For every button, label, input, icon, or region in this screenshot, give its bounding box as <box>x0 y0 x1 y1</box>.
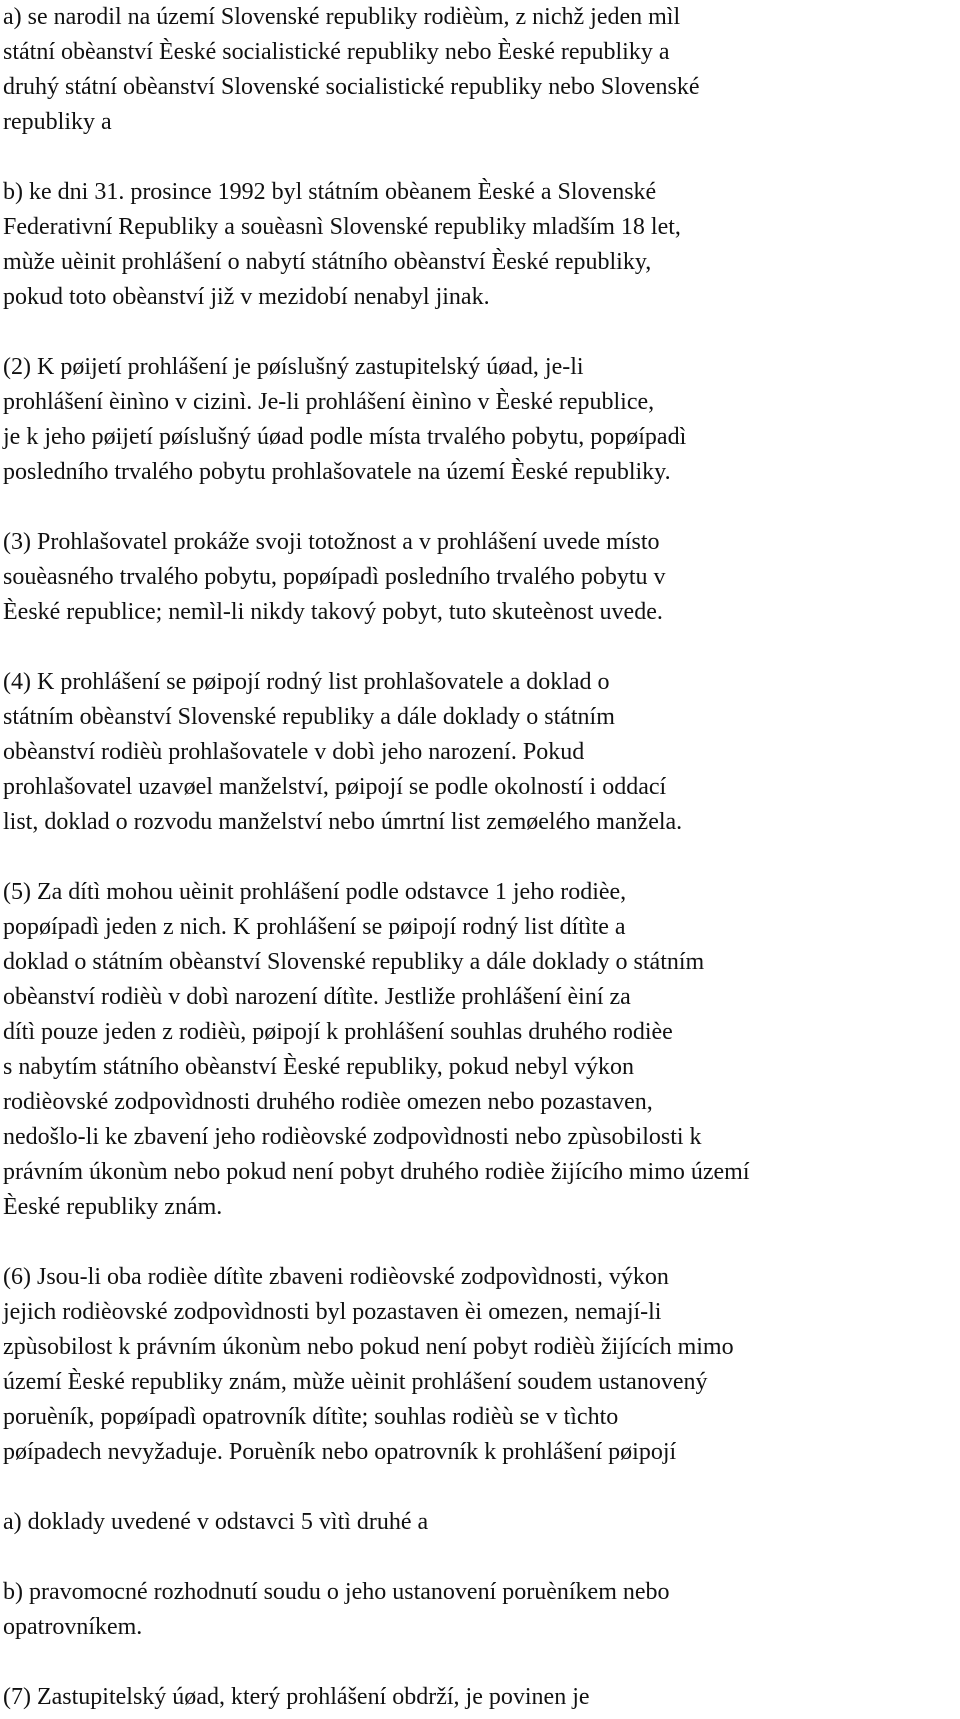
text-line: státním obèanství Slovenské republiky a dále doklady o státním <box>3 704 615 730</box>
paragraph-gap <box>3 315 920 350</box>
text-line: posledního trvalého pobytu prohlašovatele na území Èeské republiky. <box>3 459 671 485</box>
paragraph <box>3 1505 920 1540</box>
text-line: mùže uèinit prohlášení o nabytí státního obèanství Èeské republiky, <box>3 249 652 275</box>
text-line: jejich rodièovské zodpovìdnosti byl pozastaven èi omezen, nemají-li <box>3 1299 662 1325</box>
paragraph <box>3 875 920 1225</box>
text-line: (7) Zastupitelský úøad, který prohlášení obdrží, je povinen je <box>3 1684 590 1710</box>
paragraph-gap <box>3 1470 920 1505</box>
text-line: souèasného trvalého pobytu, popøípadì posledního trvalého pobytu v <box>3 564 666 590</box>
paragraph <box>3 175 920 315</box>
text-line: obèanství rodièù v dobì narození dítìte. Jestliže prohlášení èiní za <box>3 984 631 1010</box>
text-line: (3) Prohlašovatel prokáže svoji totožnost a v prohlášení uvede místo <box>3 529 660 555</box>
text-line: s nabytím státního obèanství Èeské republiky, pokud nebyl výkon <box>3 1054 635 1080</box>
text-line: pøípadech nevyžaduje. Poruèník nebo opatrovník k prohlášení pøipojí <box>3 1439 677 1465</box>
text-line: (2) K pøijetí prohlášení je pøíslušný zastupitelský úøad, je-li <box>3 354 584 380</box>
text-line: republiky a <box>3 109 112 135</box>
paragraph <box>3 350 920 490</box>
text-line: je k jeho pøijetí pøíslušný úøad podle místa trvalého pobytu, popøípadì <box>3 424 687 450</box>
text-line: b) ke dni 31. prosince 1992 byl státním obèanem Èeské a Slovenské <box>3 179 657 205</box>
text-line: státní obèanství Èeské socialistické republiky nebo Èeské republiky a <box>3 39 670 65</box>
paragraph-gap <box>3 1645 920 1680</box>
paragraph <box>3 525 920 630</box>
paragraph-gap <box>3 1540 920 1575</box>
text-line: právním úkonùm nebo pokud není pobyt druhého rodièe žijícího mimo území <box>3 1159 750 1185</box>
text-line: (4) K prohlášení se pøipojí rodný list prohlašovatele a doklad o <box>3 669 610 695</box>
text-line: popøípadì jeden z nich. K prohlášení se pøipojí rodný list dítìte a <box>3 914 626 940</box>
text-line: (5) Za dítì mohou uèinit prohlášení podle odstavce 1 jeho rodièe, <box>3 879 627 905</box>
text-line: nedošlo-li ke zbavení jeho rodièovské zodpovìdnosti nebo zpùsobilosti k <box>3 1124 702 1150</box>
text-line: druhý státní obèanství Slovenské socialistické republiky nebo Slovenské <box>3 74 700 100</box>
text-line: Federativní Republiky a souèasnì Slovenské republiky mladším 18 let, <box>3 214 681 240</box>
text-line: b) pravomocné rozhodnutí soudu o jeho ustanovení poruèníkem nebo <box>3 1579 670 1605</box>
text-line: prohlašovatel uzavøel manželství, pøipojí se podle okolností i oddací <box>3 774 667 800</box>
text-line: zpùsobilost k právním úkonùm nebo pokud není pobyt rodièù žijících mimo <box>3 1334 734 1360</box>
text-line: prohlášení èinìno v cizinì. Je-li prohlášení èinìno v Èeské republice, <box>3 389 655 415</box>
paragraph-gap <box>3 1225 920 1260</box>
paragraph-gap <box>3 490 920 525</box>
document-body <box>3 0 920 1715</box>
text-line: a) doklady uvedené v odstavci 5 vìtì druhé a <box>3 1509 429 1535</box>
text-line: obèanství rodièù prohlašovatele v dobì jeho narození. Pokud <box>3 739 585 765</box>
text-line: (6) Jsou-li oba rodièe dítìte zbaveni rodièovské zodpovìdnosti, výkon <box>3 1264 669 1290</box>
paragraph <box>3 0 920 140</box>
text-line: území Èeské republiky znám, mùže uèinit prohlášení soudem ustanovený <box>3 1369 708 1395</box>
text-line: poruèník, popøípadì opatrovník dítìte; souhlas rodièù se v tìchto <box>3 1404 619 1430</box>
text-line: list, doklad o rozvodu manželství nebo úmrtní list zemøelého manžela. <box>3 809 683 835</box>
paragraph <box>3 1260 920 1470</box>
text-line: rodièovské zodpovìdnosti druhého rodièe omezen nebo pozastaven, <box>3 1089 653 1115</box>
text-line: Èeské republiky znám. <box>3 1194 223 1220</box>
text-line: Èeské republice; nemìl-li nikdy takový pobyt, tuto skuteènost uvede. <box>3 599 663 625</box>
paragraph-gap <box>3 140 920 175</box>
text-line: opatrovníkem. <box>3 1614 143 1640</box>
paragraph-gap <box>3 840 920 875</box>
paragraph <box>3 1680 920 1715</box>
text-line: doklad o státním obèanství Slovenské republiky a dále doklady o státním <box>3 949 705 975</box>
text-line: pokud toto obèanství již v mezidobí nenabyl jinak. <box>3 284 490 310</box>
text-line: a) se narodil na území Slovenské republiky rodièùm, z nichž jeden mìl <box>3 4 681 30</box>
paragraph-gap <box>3 630 920 665</box>
paragraph <box>3 1575 920 1645</box>
text-line: dítì pouze jeden z rodièù, pøipojí k prohlášení souhlas druhého rodièe <box>3 1019 673 1045</box>
paragraph <box>3 665 920 840</box>
